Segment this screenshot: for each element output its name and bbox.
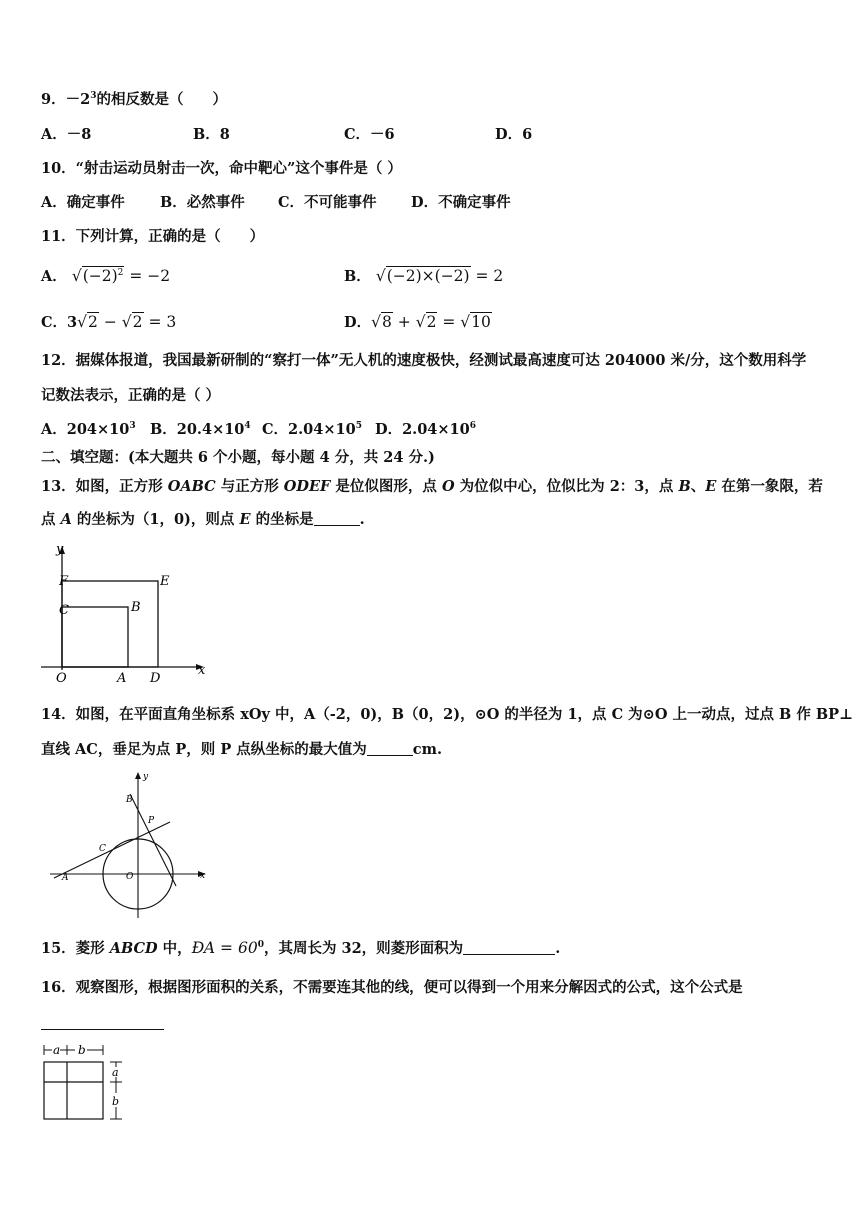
label-d: D <box>150 671 161 686</box>
square-odef <box>62 581 158 667</box>
q13-stem-line1: 13．如图，正方形 OABC 与正方形 ODEF 是位似图形，点 O 为位似中心，位似比为 2：3，点 B、E 在第一象限，若 <box>41 478 823 495</box>
q9-option-d: D．6 <box>495 126 533 143</box>
label-c: C <box>59 603 69 618</box>
label-e: E <box>160 574 170 589</box>
label-a: A <box>62 873 69 883</box>
q11-stem: 11．下列计算，正确的是（ ） <box>41 228 265 245</box>
q13-stem-line2: 点 A 的坐标为（1，0)，则点 E 的坐标是 . <box>41 511 365 528</box>
q12-option-b: B．$20.4\times 10^4$ <box>150 421 251 438</box>
q16-stem: 16．观察图形，根据图形面积的关系，不需要连其他的线，便可以得到一个用来分解因式的公式，这个公式是 <box>41 979 743 996</box>
q9-option-a: A．－8 <box>41 126 92 143</box>
q9-stem: 9．$-2^3$的相反数是（ ） <box>41 91 227 108</box>
q16-figure <box>38 1040 138 1125</box>
q11-option-b: B． √(−2)×(−2) = 2 <box>344 267 504 285</box>
section-heading-fill-blank: 二、填空题：(本大题共 6 个小题，每小题 4 分，共 24 分.) <box>41 449 435 466</box>
q14-answer-blank[interactable] <box>367 755 413 756</box>
q13-answer-blank[interactable] <box>314 525 360 526</box>
square-oabc <box>62 607 128 667</box>
label-b-side: b <box>112 1095 120 1108</box>
label-b: B <box>126 795 133 805</box>
q11-option-d: D．√8 + √2 = √10 <box>344 313 491 331</box>
q12-option-d: D．$2.04\times 10^6$ <box>375 421 476 438</box>
q10-option-d: D．不确定事件 <box>411 194 511 211</box>
q15-answer-blank[interactable] <box>463 954 555 955</box>
q13-figure <box>36 540 216 690</box>
q9-option-b: B．8 <box>193 126 230 143</box>
label-o: O <box>126 872 134 882</box>
label-a-top: a <box>53 1043 61 1057</box>
label-f: F <box>59 574 69 589</box>
q12-option-c: C．$2.04\times 10^5$ <box>262 421 362 438</box>
q12-option-a: A．$204\times 10^3$ <box>41 421 136 438</box>
q9-option-c: C．－6 <box>344 126 395 143</box>
q16-answer-blank[interactable] <box>41 1029 164 1030</box>
label-b-top: b <box>78 1043 86 1057</box>
label-x: x <box>200 871 206 881</box>
q15-stem: 15．菱形 ABCD 中，ÐA = $60^0$，其周长为 32，则菱形面积为 . <box>41 939 561 957</box>
q14-figure <box>46 768 216 923</box>
label-x: x <box>198 663 206 678</box>
q12-stem-line2: 记数法表示，正确的是（ ） <box>41 387 221 404</box>
label-a: A <box>117 671 127 686</box>
big-square <box>44 1062 103 1119</box>
q10-option-a: A．确定事件 <box>41 194 125 211</box>
label-y: y <box>143 772 149 782</box>
q14-stem-line1: 14．如图，在平面直角坐标系 xOy 中，A（-2，0)，B（0，2)，⊙O 的半径为 1，点 C 为⊙O 上一动点，过点 B 作 BP⊥ <box>41 706 853 723</box>
q10-stem: 10．“射击运动员射击一次，命中靶心”这个事件是（ ） <box>41 160 402 177</box>
label-b: B <box>131 600 141 615</box>
q11-option-a: A． $√(-2)^2 = -2$ <box>41 267 171 285</box>
label-c: C <box>99 844 106 854</box>
label-o: O <box>56 671 67 686</box>
label-p: P <box>148 816 155 826</box>
q10-option-b: B．必然事件 <box>160 194 245 211</box>
label-y: y <box>56 542 64 557</box>
label-a-side: a <box>112 1066 119 1079</box>
q10-option-c: C．不可能事件 <box>278 194 377 211</box>
q12-stem-line1: 12．据媒体报道，我国最新研制的“察打一体”无人机的速度极快，经测试最高速度可达 204000 米/分，这个数用科学 <box>41 352 807 369</box>
q11-option-c: C．3√2 − √2 = 3 <box>41 313 177 331</box>
q14-stem-line2: 直线 AC，垂足为点 P，则 P 点纵坐标的最大值为 cm. <box>41 741 443 758</box>
